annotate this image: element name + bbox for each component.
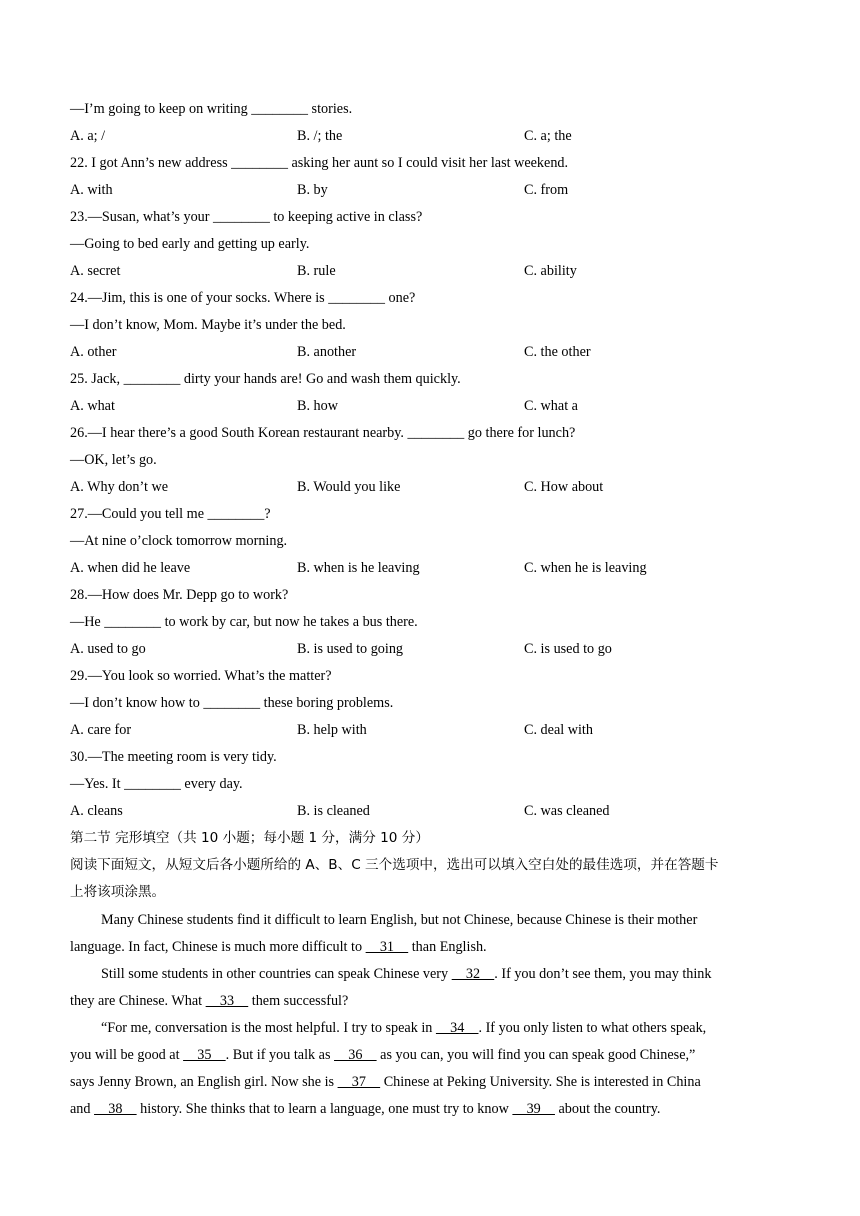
option-a: A. when did he leave bbox=[70, 560, 191, 576]
passage-line bbox=[70, 1046, 695, 1064]
blank-38: 38 bbox=[94, 1101, 137, 1117]
option-b: B. how bbox=[297, 398, 338, 414]
question-line: —He ________ to work by car, but now he takes a bus there. bbox=[70, 614, 418, 630]
question-line: —Going to bed early and getting up early. bbox=[70, 236, 310, 252]
option-c: C. the other bbox=[524, 344, 591, 360]
option-a: A. with bbox=[70, 182, 113, 198]
passage-text: about the country. bbox=[554, 1101, 661, 1117]
blank-37: 37 bbox=[337, 1074, 381, 1090]
option-b: B. by bbox=[297, 182, 328, 198]
passage-line: Many Chinese students find it difficult to learn English, but not Chinese, because Chinese is their mother bbox=[101, 912, 698, 928]
option-c: C. How about bbox=[524, 479, 604, 495]
question-line: —I don’t know how to ________ these boring problems. bbox=[70, 695, 394, 711]
passage-text: as you can, you will find you can speak good Chinese,” bbox=[376, 1047, 696, 1063]
option-a: A. a; / bbox=[70, 128, 106, 144]
question-line: 27.—Could you tell me ________? bbox=[70, 506, 271, 522]
passage-line bbox=[101, 1019, 706, 1037]
option-c: C. is used to go bbox=[524, 641, 612, 657]
passage-text: . If you don’t see them, you may think bbox=[494, 966, 712, 982]
question-line: 22. I got Ann’s new address ________ asking her aunt so I could visit her last weekend. bbox=[70, 155, 569, 171]
passage-text: them successful? bbox=[248, 993, 349, 1009]
question-line: —I’m going to keep on writing ________ stories. bbox=[70, 101, 353, 117]
question-line: —OK, let’s go. bbox=[70, 452, 157, 468]
section-instruction-line-1: 阅读下面短文，从短文后各小题所给的 A、B、C 三个选项中，选出可以填入空白处的最佳选项，并在答题卡 bbox=[70, 857, 719, 873]
passage-text: “For me, conversation is the most helpful. I try to speak in bbox=[101, 1020, 436, 1036]
option-a: A. Why don’t we bbox=[70, 479, 168, 495]
blank-35: 35 bbox=[183, 1047, 226, 1063]
question-line: 26.—I hear there’s a good South Korean restaurant nearby. ________ go there for lunch? bbox=[70, 425, 576, 441]
passage-line bbox=[70, 1100, 660, 1118]
passage-text: than English. bbox=[408, 939, 487, 955]
blank-33: 33 bbox=[205, 993, 249, 1009]
section-heading: 第二节 完形填空（共 10 小题；每小题 1 分，满分 10 分） bbox=[70, 830, 429, 846]
option-b: B. another bbox=[297, 344, 357, 360]
passage-text: Chinese at Peking University. She is interested in China bbox=[380, 1074, 701, 1090]
option-a: A. other bbox=[70, 344, 117, 360]
option-a: A. secret bbox=[70, 263, 121, 279]
passage-text: language. In fact, Chinese is much more difficult to bbox=[70, 939, 366, 955]
option-a: A. care for bbox=[70, 722, 132, 738]
option-a: A. used to go bbox=[70, 641, 146, 657]
passage-text: history. She thinks that to learn a language, one must try to know bbox=[136, 1101, 513, 1117]
blank-31: 31 bbox=[365, 939, 409, 955]
passage-text: says Jenny Brown, an English girl. Now she is bbox=[70, 1074, 338, 1090]
question-line: —At nine o’clock tomorrow morning. bbox=[70, 533, 288, 549]
option-c: C. ability bbox=[524, 263, 577, 279]
passage-text: you will be good at bbox=[70, 1047, 184, 1063]
option-c: C. deal with bbox=[524, 722, 593, 738]
option-c: C. what a bbox=[524, 398, 578, 414]
question-line: 25. Jack, ________ dirty your hands are! Go and wash them quickly. bbox=[70, 371, 461, 387]
blank-39: 39 bbox=[512, 1101, 555, 1117]
option-b: B. help with bbox=[297, 722, 367, 738]
blank-36: 36 bbox=[334, 1047, 377, 1063]
question-line: —I don’t know, Mom. Maybe it’s under the bed. bbox=[70, 317, 346, 333]
option-b: B. Would you like bbox=[297, 479, 401, 495]
option-b: B. is cleaned bbox=[297, 803, 370, 819]
question-line: 24.—Jim, this is one of your socks. Where is ________ one? bbox=[70, 290, 416, 306]
question-line: 23.—Susan, what’s your ________ to keeping active in class? bbox=[70, 209, 423, 225]
passage-line bbox=[101, 965, 712, 983]
option-a: A. cleans bbox=[70, 803, 123, 819]
passage-text: they are Chinese. What bbox=[70, 993, 206, 1009]
option-b: B. rule bbox=[297, 263, 336, 279]
passage-text: . If you only listen to what others speak, bbox=[478, 1020, 707, 1036]
option-c: C. when he is leaving bbox=[524, 560, 647, 576]
option-b: B. when is he leaving bbox=[297, 560, 420, 576]
option-b: B. /; the bbox=[297, 128, 343, 144]
option-c: C. from bbox=[524, 182, 569, 198]
passage-text: . But if you talk as bbox=[225, 1047, 335, 1063]
passage-line bbox=[70, 992, 348, 1010]
passage-text: Still some students in other countries can speak Chinese very bbox=[101, 966, 452, 982]
option-b: B. is used to going bbox=[297, 641, 404, 657]
blank-34: 34 bbox=[435, 1020, 479, 1036]
question-line: —Yes. It ________ every day. bbox=[70, 776, 243, 792]
option-c: C. a; the bbox=[524, 128, 572, 144]
passage-line bbox=[70, 1073, 701, 1091]
passage-line bbox=[70, 938, 487, 956]
blank-32: 32 bbox=[451, 966, 495, 982]
question-line: 30.—The meeting room is very tidy. bbox=[70, 749, 277, 765]
question-line: 28.—How does Mr. Depp go to work? bbox=[70, 587, 289, 603]
section-instruction-line-2: 上将该项涂黑。 bbox=[70, 884, 166, 900]
option-a: A. what bbox=[70, 398, 115, 414]
passage-text: and bbox=[70, 1101, 95, 1117]
option-c: C. was cleaned bbox=[524, 803, 610, 819]
question-line: 29.—You look so worried. What’s the matter? bbox=[70, 668, 332, 684]
